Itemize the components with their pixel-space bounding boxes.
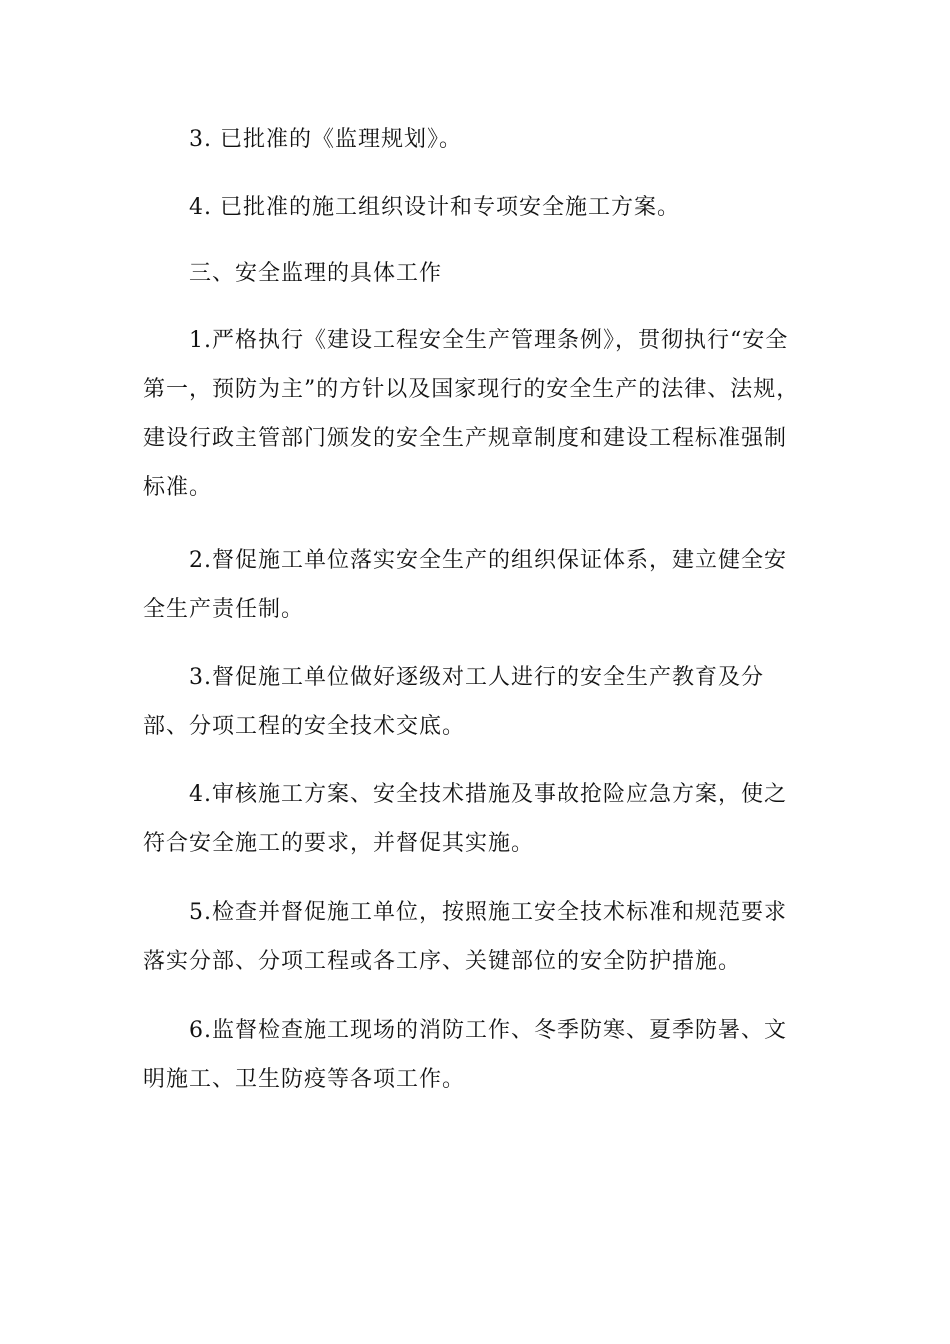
section-paragraph-3: 3.督促施工单位做好逐级对工人进行的安全生产教育及分部、分项工程的安全技术交底。 [143, 665, 764, 739]
section-paragraph-2: 2.督促施工单位落实安全生产的组织保证体系，建立健全安全生产责任制。 [143, 548, 787, 622]
list-item-approved-supervision-plan: 3. 已批准的《监理规划》。 [189, 127, 462, 152]
list-item-approved-construction-design: 4. 已批准的施工组织设计和专项安全施工方案。 [189, 195, 680, 220]
section-paragraph-1: 1.严格执行《建设工程安全生产管理条例》，贯彻执行“安全第一，预防为主”的方针以及国家现行的安全生产的法律、法规，建设行政主管部门颁发的安全生产规章制度和建设工程标准强制标准。 [143, 328, 800, 500]
section-paragraph-5: 5.检查并督促施工单位，按照施工安全技术标准和规范要求落实分部、分项工程或各工序、关键部位的安全防护措施。 [143, 900, 787, 974]
section-paragraph-6: 6.监督检查施工现场的消防工作、冬季防寒、夏季防暑、文明施工、卫生防疫等各项工作。 [143, 1018, 787, 1092]
section-heading: 三、安全监理的具体工作 [189, 261, 443, 286]
section-paragraph-4: 4.审核施工方案、安全技术措施及事故抢险应急方案，使之符合安全施工的要求，并督促其实施。 [143, 782, 787, 856]
